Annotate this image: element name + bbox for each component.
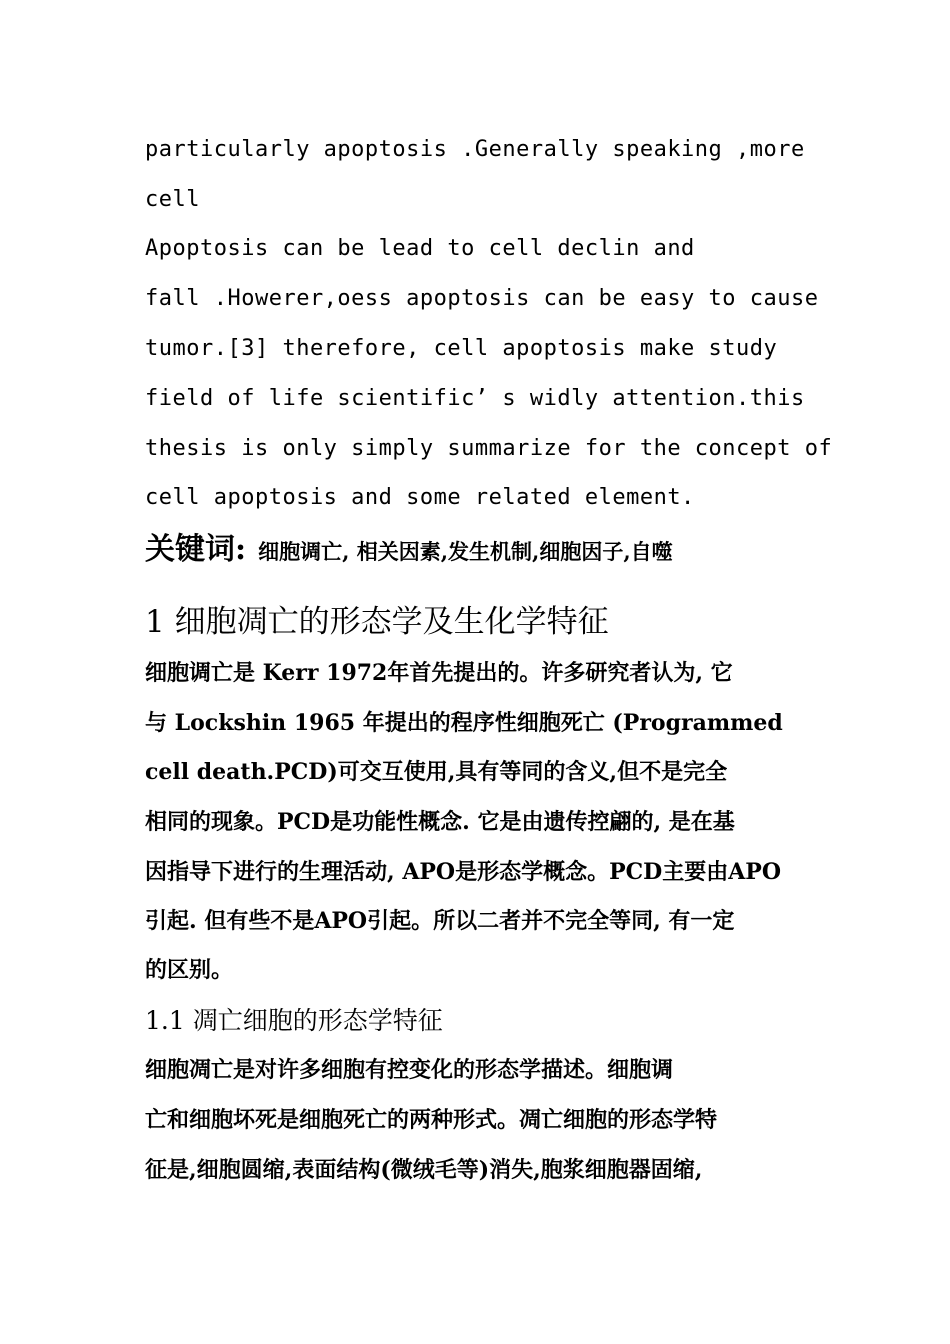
body-line: 引起. 但有些不是APO引起。所以二者并不完全等同, 有一定: [145, 908, 735, 934]
body-line: 的区别。: [145, 957, 234, 983]
abstract-line: tumor.[3] therefore, cell apoptosis make study: [145, 336, 778, 361]
body-line: 因指导下进行的生理活动, APO是形态学概念。PCD主要由APO: [145, 859, 782, 885]
abstract-line: thesis is only simply summarize for the concept of: [145, 436, 833, 461]
abstract-line: cell: [145, 187, 200, 212]
abstract-line: particularly apoptosis .Generally speaking ,more: [145, 137, 805, 162]
keywords-label: 关键词:: [145, 532, 247, 567]
abstract-line: field of life scientific’ s widly attention.this: [145, 386, 805, 411]
body-line: 征是,细胞圆缩,表面结构(微绒毛等)消失,胞浆细胞器固缩,: [145, 1157, 703, 1183]
abstract-line: cell apoptosis and some related element.: [145, 485, 695, 510]
body-line: 亡和细胞坏死是细胞死亡的两种形式。凋亡细胞的形态学特: [145, 1107, 718, 1133]
section-heading: 1 细胞凋亡的形态学及生化学特征: [145, 604, 609, 640]
keywords-text: 细胞调亡, 相关因素,发生机制,细胞因子,自噬: [258, 539, 673, 564]
body-line: cell death.PCD)可交互使用,具有等同的含义,但不是完全: [145, 759, 728, 785]
body-line: 与 Lockshin 1965 年提出的程序性细胞死亡 (Programmed: [145, 710, 783, 736]
body-line: 相同的现象。PCD是功能性概念. 它是由遗传控翩的, 是在基: [145, 809, 735, 835]
keywords-row: [145, 530, 673, 573]
subsection-heading: 1.1 凋亡细胞的形态学特征: [145, 1006, 443, 1035]
body-line: 细胞调亡是 Kerr 1972年首先提出的。许多研究者认为, 它: [145, 660, 733, 686]
abstract-line: Apoptosis can be lead to cell declin and: [145, 236, 695, 261]
abstract-line: fall .Howerer,oess apoptosis can be easy to cause: [145, 286, 819, 311]
body-line: 细胞凋亡是对许多细胞有控变化的形态学描述。细胞调: [145, 1057, 674, 1083]
